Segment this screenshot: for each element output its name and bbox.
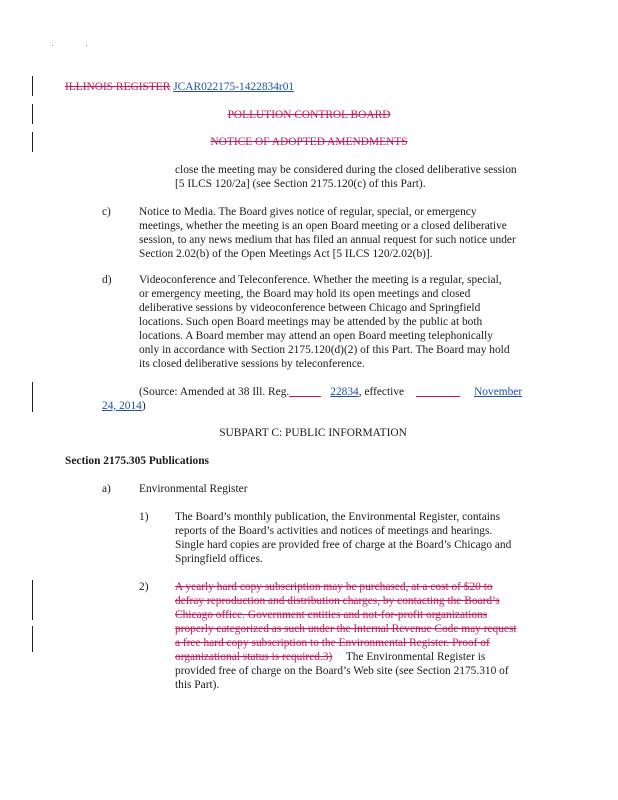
item-d-line: or emergency meeting, the Board may hold its open meetings and closed xyxy=(139,288,471,300)
item-c-line: session, to any news medium that has filed an annual request for such notice under xyxy=(139,234,516,246)
change-bar xyxy=(32,76,33,96)
agency-title: POLLUTION CONTROL BOARD xyxy=(227,109,391,121)
source-prefix: (Source: Amended at 38 Ill. Reg. xyxy=(139,386,290,398)
source-blank-deleted xyxy=(416,388,460,397)
item-d-line: deliberative sessions by videoconference between Chicago and Springfield xyxy=(139,302,481,314)
change-bar xyxy=(32,626,33,652)
item-2-deleted-line: a free hard copy subscription to the Environmental Register. Proof of xyxy=(175,637,490,649)
item-c-line: Section 2.02(b) of the Open Meetings Act [5 ILCS 120/2.02(b)]. xyxy=(139,248,433,260)
item-a-title: Environmental Register xyxy=(139,483,248,495)
change-bar xyxy=(32,382,33,412)
item-d-line: locations. A Board member may attend an open Board meeting telephonically xyxy=(139,330,493,342)
item-1-line: Single hard copies are provided free of charge at the Board’s Chicago and xyxy=(175,539,512,551)
source-suffix: ) xyxy=(141,400,146,412)
subpart-title: SUBPART C: PUBLIC INFORMATION xyxy=(219,427,407,439)
item-2-line: this Part). xyxy=(175,679,220,691)
source-effective-label: , effective xyxy=(358,386,405,398)
item-c-line: meetings, whether the meeting is an open Board meeting or a closed deliberative xyxy=(139,220,507,232)
item-1-line: reports of the Board’s activities and notices of meetings and hearings. xyxy=(175,525,493,537)
item-d-line: locations. Such open Board meetings may be attended by the public at both xyxy=(139,316,483,328)
source-date-part1: November xyxy=(474,386,523,398)
item-2-line: provided free of charge on the Board’s Web site (see Section 2175.310 of xyxy=(175,665,509,677)
item-1-line: The Board’s monthly publication, the Environmental Register, contains xyxy=(175,511,501,523)
item-2-mixed-line xyxy=(175,650,485,664)
item-d-line: only in accordance with Section 2175.120(d)(2) of this Part. The Board may hold xyxy=(139,344,510,356)
source-blank-deleted xyxy=(289,388,321,397)
source-note xyxy=(139,385,522,399)
item-d-line: its closed deliberative sessions by teleconference. xyxy=(139,358,365,370)
item-a-label: a) xyxy=(102,483,111,495)
item-c-line: Notice to Media. The Board gives notice of regular, special, or emergency xyxy=(139,206,477,218)
source-date-part2: 24, 2014 xyxy=(102,400,142,412)
item-d-line: Videoconference and Teleconference. Whether the meeting is a regular, special, xyxy=(139,274,502,286)
item-2-deleted-line: Chicago office. Government entities and not-for-profit organizations xyxy=(175,609,488,621)
item-d-label: d) xyxy=(102,274,112,286)
section-title: Section 2175.305 Publications xyxy=(65,455,209,467)
item-c-label: c) xyxy=(102,206,111,218)
item-2-deleted-tail: organizational status is required.3) xyxy=(175,651,333,663)
register-inserted-text: JCAR022175-1422834r01 xyxy=(173,81,295,93)
item-2-deleted-line: properly categorized as such under the Internal Revenue Code may request xyxy=(175,623,517,635)
item-2-deleted-line: defray reproduction and distribution charges, by contacting the Board’s xyxy=(175,595,500,607)
scan-speck xyxy=(52,45,53,46)
item-2-label: 2) xyxy=(139,581,149,593)
register-header xyxy=(65,80,294,94)
item-2-kept-text: The Environmental Register is xyxy=(345,651,486,663)
scan-speck xyxy=(86,45,87,46)
source-note-line2 xyxy=(102,399,146,413)
source-reg-number: 22834 xyxy=(330,386,359,398)
item-1-line: Springfield offices. xyxy=(175,553,263,565)
item-2-deleted-line: A yearly hard copy subscription may be purchased, at a cost of $20 to xyxy=(175,581,493,593)
item-1-label: 1) xyxy=(139,511,149,523)
continuation-line: close the meeting may be considered during the closed deliberative session xyxy=(175,164,517,176)
change-bar xyxy=(32,580,33,620)
register-deleted-text: ILLINOIS REGISTER xyxy=(65,81,171,93)
continuation-line: [5 ILCS 120/2a] (see Section 2175.120(c) of this Part). xyxy=(175,178,426,190)
notice-title: NOTICE OF ADOPTED AMENDMENTS xyxy=(210,136,408,148)
